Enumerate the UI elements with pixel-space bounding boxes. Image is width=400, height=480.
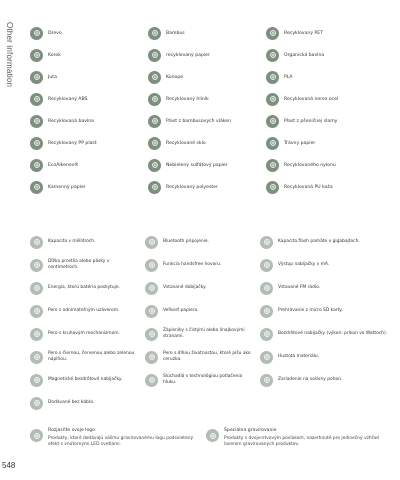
material-item bbox=[266, 68, 396, 86]
note-text bbox=[48, 428, 200, 447]
paper-size-icon bbox=[145, 305, 158, 318]
feature-item bbox=[145, 256, 260, 274]
feature-item bbox=[260, 233, 396, 251]
no-cable-icon bbox=[30, 397, 43, 410]
material-label: Recyklovaná nerez ocel bbox=[284, 96, 339, 102]
material-item bbox=[266, 156, 396, 174]
recycled-polyester-icon bbox=[148, 181, 161, 194]
material-label: Korok bbox=[48, 52, 61, 58]
feature-item bbox=[145, 233, 260, 251]
material-item bbox=[148, 68, 262, 86]
material-item bbox=[266, 90, 396, 108]
material-item bbox=[30, 112, 144, 130]
feature-item bbox=[30, 325, 145, 343]
material-item bbox=[148, 178, 262, 196]
ink-colour-icon bbox=[30, 351, 43, 364]
stone-paper-icon bbox=[30, 181, 43, 194]
material-item bbox=[30, 68, 144, 86]
material-item bbox=[266, 112, 396, 130]
feature-label: Zariadenie na solárny pohon. bbox=[278, 377, 343, 383]
feature-item bbox=[30, 256, 145, 274]
material-item bbox=[148, 134, 262, 152]
material-label: Recyklovaný PP plast bbox=[48, 140, 97, 146]
material-label: Recyklovaného nylonu bbox=[284, 162, 336, 168]
note-title: Rozjasňte svoje logo bbox=[48, 428, 95, 433]
recycled-paper-icon bbox=[148, 49, 161, 62]
features-legend bbox=[30, 233, 396, 412]
feature-item bbox=[30, 233, 145, 251]
material-label: Nebielený sulfátový papier bbox=[166, 162, 228, 168]
feature-item bbox=[260, 279, 396, 297]
material-label: Bambus bbox=[166, 30, 185, 36]
feature-label: Funkcia handsfree hovoru. bbox=[163, 262, 222, 268]
material-item bbox=[148, 90, 262, 108]
cap-pen-icon bbox=[30, 305, 43, 318]
material-label: Drevo bbox=[48, 30, 62, 36]
battery-energy-icon bbox=[30, 282, 43, 295]
material-item bbox=[148, 24, 262, 42]
material-label: Konope bbox=[166, 74, 184, 80]
feature-item bbox=[260, 325, 396, 343]
material-item bbox=[30, 24, 144, 42]
feature-label: Pero s čiernou, červenou alebo zelenou náplňou. bbox=[48, 351, 135, 362]
recycled-pp-icon bbox=[30, 137, 43, 150]
built-in-charger-icon bbox=[145, 282, 158, 295]
ecoalkenes-icon bbox=[30, 159, 43, 172]
material-item bbox=[30, 90, 144, 108]
feature-label: Výstup nabíjačky v mA. bbox=[278, 262, 330, 268]
material-density-icon bbox=[260, 351, 273, 364]
material-item bbox=[148, 112, 262, 130]
recycled-aluminium-icon bbox=[148, 93, 161, 106]
feature-item bbox=[145, 325, 260, 343]
note-description: Produkty, ktoré dodávajú vášmu gravírovanému logu podsvietený efekt s vnútornými LED svetlami. bbox=[48, 436, 194, 447]
feature-item bbox=[30, 302, 145, 320]
feature-label: Kapacita flash pamäte v gigabajtoch. bbox=[278, 239, 360, 245]
material-label: Kamenný papier bbox=[48, 184, 86, 190]
feature-item bbox=[145, 302, 260, 320]
capacity-icon bbox=[30, 236, 43, 249]
material-label: Recyklované sklo bbox=[166, 140, 206, 146]
feature-item bbox=[145, 371, 260, 389]
material-label: PLA bbox=[284, 74, 293, 80]
wheat-straw-icon bbox=[266, 115, 279, 128]
material-item bbox=[148, 156, 262, 174]
light-up-logo-icon bbox=[30, 429, 43, 442]
feature-label: Dodávané bez kábla. bbox=[48, 400, 95, 406]
charger-output-icon bbox=[260, 259, 273, 272]
handsfree-icon bbox=[145, 259, 158, 272]
feature-label: Veľkosť papiera. bbox=[163, 308, 199, 314]
feature-label: Hustota materiálu. bbox=[278, 354, 320, 360]
feature-label: Kapacita v mililitroch. bbox=[48, 239, 96, 245]
material-item bbox=[30, 134, 144, 152]
length-icon bbox=[30, 259, 43, 272]
jute-icon bbox=[30, 71, 43, 84]
recycled-glass-icon bbox=[148, 137, 161, 150]
feature-label: Energia, ktorú batéria poskytuje. bbox=[48, 285, 120, 291]
recycled-nylon-icon bbox=[266, 159, 279, 172]
material-label: Plast z pšeničnej slamy bbox=[284, 118, 338, 124]
bamboo-icon bbox=[148, 27, 161, 40]
noise-cancelling-icon bbox=[145, 374, 158, 387]
material-item bbox=[266, 24, 396, 42]
feature-label: Prehrávanie z micro SD karty. bbox=[278, 308, 343, 314]
notebook-icon bbox=[145, 328, 158, 341]
material-label: Recyklovaný ABS bbox=[48, 96, 88, 102]
grass-paper-icon bbox=[266, 137, 279, 150]
section-title: Other information bbox=[5, 22, 14, 88]
wireless-charger-icon bbox=[260, 328, 273, 341]
organic-cotton-icon bbox=[266, 49, 279, 62]
material-label: Recyklovaný polyester bbox=[166, 184, 218, 190]
material-item bbox=[266, 46, 396, 64]
note-item bbox=[206, 428, 396, 447]
feature-item bbox=[260, 371, 396, 389]
material-label: Recyklovaný hliník bbox=[166, 96, 209, 102]
twist-pen-icon bbox=[30, 328, 43, 341]
feature-label: Pero s dlhou životnosťou, ktoré píšu ako ceruzka. bbox=[163, 351, 251, 362]
magnetic-charger-icon bbox=[30, 374, 43, 387]
recycled-pet-icon bbox=[266, 27, 279, 40]
feature-item bbox=[145, 348, 260, 366]
kraft-paper-icon bbox=[148, 159, 161, 172]
bottom-notes bbox=[30, 428, 396, 447]
material-item bbox=[266, 178, 396, 196]
material-label: Organická bavlna bbox=[284, 52, 325, 58]
bamboo-fibre-icon bbox=[148, 115, 161, 128]
feature-label: Slúchadlá s technológiou potlačenia hluku. bbox=[163, 374, 243, 385]
feature-label: Bezdrôtové nabíjačky (výkon: príkon vo Wattoch). bbox=[278, 331, 388, 337]
hemp-icon bbox=[148, 71, 161, 84]
solar-icon bbox=[260, 374, 273, 387]
bluetooth-icon bbox=[145, 236, 158, 249]
feature-item bbox=[260, 256, 396, 274]
note-title: Špeciálna gravírovanie bbox=[224, 428, 277, 433]
material-item bbox=[30, 156, 144, 174]
material-label: EcoAlkenes® bbox=[48, 162, 79, 168]
material-label: Recyklovaná bavlna bbox=[48, 118, 94, 124]
fm-radio-icon bbox=[260, 282, 273, 295]
note-text bbox=[224, 428, 396, 447]
feature-label: Zápisníky s čistými alebo linajkovými stranami. bbox=[163, 328, 245, 339]
page-number: 548 bbox=[2, 461, 16, 470]
material-item bbox=[148, 46, 262, 64]
micro-sd-icon bbox=[260, 305, 273, 318]
recycled-pu-leather-icon bbox=[266, 181, 279, 194]
wood-icon bbox=[30, 27, 43, 40]
feature-label: Vstavané dobíjačky. bbox=[163, 285, 207, 291]
material-label: Plast z bambusových vláken bbox=[166, 118, 232, 124]
flash-memory-icon bbox=[260, 236, 273, 249]
feature-item bbox=[30, 279, 145, 297]
material-label: Juta bbox=[48, 74, 57, 80]
materials-legend bbox=[30, 24, 396, 196]
feature-label: Pero s kruhovým mechanizmom. bbox=[48, 331, 120, 337]
recycled-abs-icon bbox=[30, 93, 43, 106]
note-description: Produkty s dvojvrstvovým povlakom, nazerhnuté pre jedinečný vzhľad laserom gravírovaných produktov. bbox=[224, 436, 379, 447]
material-item bbox=[30, 46, 144, 64]
feature-item bbox=[30, 348, 145, 366]
material-label: recyklovaný papier bbox=[166, 52, 210, 58]
recycled-steel-icon bbox=[266, 93, 279, 106]
feature-item bbox=[30, 371, 145, 389]
recycled-cotton-icon bbox=[30, 115, 43, 128]
special-engraving-icon bbox=[206, 429, 219, 442]
feature-item bbox=[260, 302, 396, 320]
material-item bbox=[30, 178, 144, 196]
feature-label: Magnetické bezdrôtové nabíjačky. bbox=[48, 377, 123, 383]
feature-label: Vstavané FM rádio. bbox=[278, 285, 321, 291]
inkless-pen-icon bbox=[145, 351, 158, 364]
feature-label: Bluetooth pripojenie. bbox=[163, 239, 210, 245]
feature-item bbox=[260, 348, 396, 366]
cork-icon bbox=[30, 49, 43, 62]
feature-label: Pero s odnímateľným uzáverom. bbox=[48, 308, 120, 314]
note-item bbox=[30, 428, 200, 447]
pla-icon bbox=[266, 71, 279, 84]
feature-item bbox=[30, 394, 145, 412]
material-label: Recyklovaný PET bbox=[284, 30, 323, 36]
material-label: Trávny papier bbox=[284, 140, 316, 146]
feature-item bbox=[145, 279, 260, 297]
feature-label: Dĺžka prostlia alebo pásky v centimetroch. bbox=[48, 259, 110, 270]
material-item bbox=[266, 134, 396, 152]
material-label: Recyklovaná PU koža bbox=[284, 184, 333, 190]
